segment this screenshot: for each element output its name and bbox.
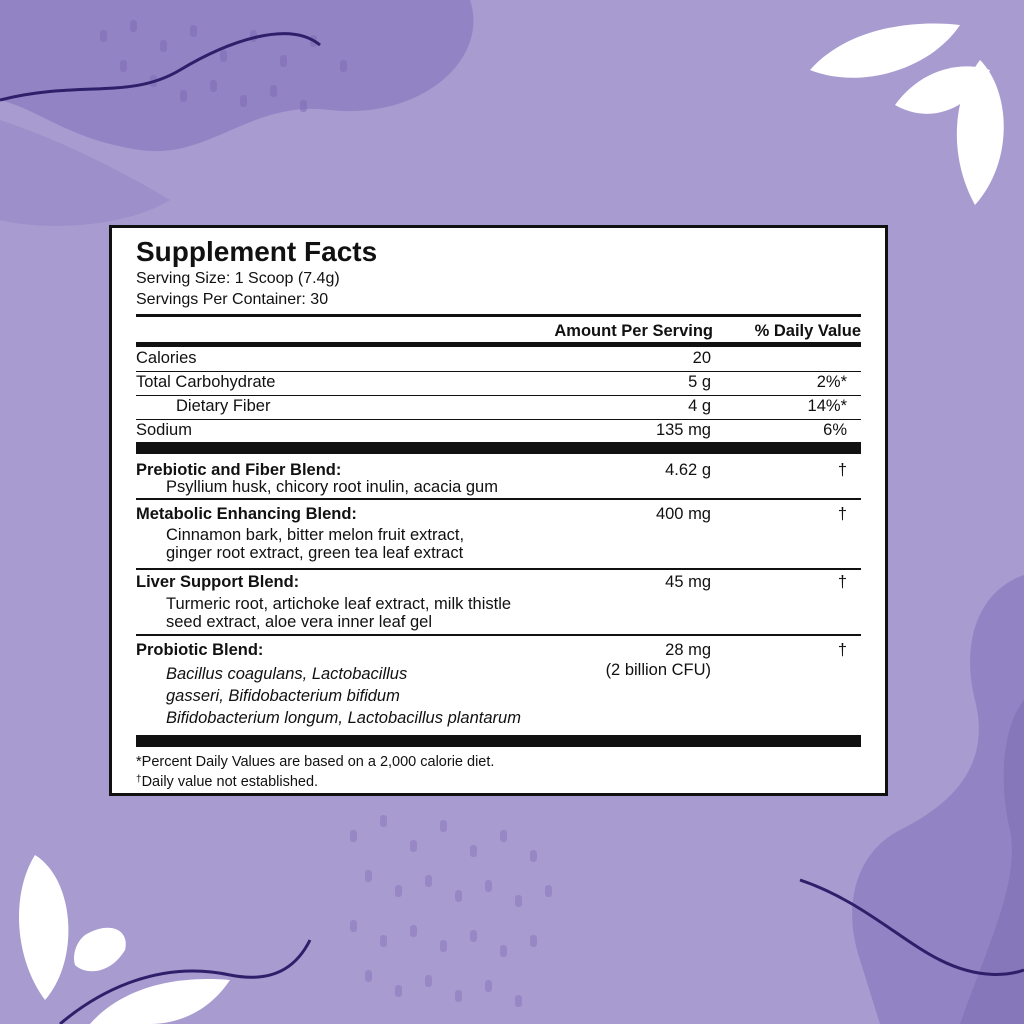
- blend-ingredients: ginger root extract, green tea leaf extract: [166, 544, 464, 562]
- blend-amount: 28 mg: [665, 641, 711, 659]
- nutrient-dv: 14%*: [807, 397, 847, 415]
- blend-prebiotic: [136, 461, 861, 497]
- servings-per-container: Servings Per Container: 30: [136, 291, 329, 308]
- blend-dv: †: [837, 573, 847, 591]
- blend-amount: 45 mg: [665, 573, 711, 591]
- blend-amount-cfu: (2 billion CFU): [605, 661, 711, 679]
- divider-thick: [136, 314, 861, 317]
- nutrient-label: Dietary Fiber: [176, 397, 271, 415]
- nutrient-row-sodium: [136, 419, 861, 441]
- blend-name: Prebiotic and Fiber Blend:: [136, 461, 342, 479]
- nutrient-label: Sodium: [136, 421, 192, 439]
- blend-amount: 400 mg: [655, 505, 711, 523]
- blend-ingredients: Turmeric root, artichoke leaf extract, milk thistle: [166, 595, 512, 613]
- blend-ingredients: Psyllium husk, chicory root inulin, acacia gum: [166, 478, 498, 496]
- blend-dv: †: [837, 505, 847, 523]
- footnote-not-established: [136, 774, 318, 790]
- nutrient-dv: 2%*: [816, 373, 847, 391]
- column-dv-header: % Daily Value: [754, 322, 861, 340]
- dagger-mark: †: [136, 774, 142, 785]
- blend-dv: †: [837, 641, 847, 659]
- dot-pattern-bottom: [350, 815, 552, 1007]
- blend-metabolic: [136, 505, 861, 565]
- nutrient-dv: 6%: [823, 421, 847, 439]
- footnote-daily-values: *Percent Daily Values are based on a 2,000 calorie diet.: [136, 754, 495, 770]
- column-amount-header: Amount Per Serving: [554, 322, 713, 340]
- divider-blend: [136, 498, 861, 500]
- nutrient-amount: 5 g: [688, 373, 711, 391]
- supplement-facts-panel: [109, 225, 888, 796]
- serving-size: Serving Size: 1 Scoop (7.4g): [136, 270, 340, 287]
- leaf-icon-bottom-1: [19, 855, 68, 1000]
- column-header-row: [136, 320, 861, 342]
- nutrient-row-calories: [136, 347, 861, 369]
- blend-probiotic: [136, 641, 861, 733]
- blend-ingredients: seed extract, aloe vera inner leaf gel: [166, 613, 432, 631]
- divider-bar: [136, 442, 861, 454]
- blend-dv: †: [837, 461, 847, 479]
- blend-name: Liver Support Blend:: [136, 573, 300, 591]
- blend-ingredients: gasseri, Bifidobacterium bifidum: [166, 687, 400, 705]
- blend-liver: [136, 573, 861, 633]
- nutrient-amount: 135 mg: [655, 421, 711, 439]
- divider-bar: [136, 735, 861, 747]
- leaf-icon-bottom-3: [90, 979, 230, 1024]
- nutrient-amount: 4 g: [688, 397, 711, 415]
- blend-ingredients: Bacillus coagulans, Lactobacillus: [166, 665, 408, 683]
- nutrient-label: Total Carbohydrate: [136, 373, 276, 391]
- blend-name: Probiotic Blend:: [136, 641, 264, 659]
- blend-ingredients: Bifidobacterium longum, Lactobacillus plantarum: [166, 709, 521, 727]
- blend-ingredients: Cinnamon bark, bitter melon fruit extract,: [166, 526, 465, 544]
- divider-blend: [136, 568, 861, 570]
- facts-title: Supplement Facts: [136, 236, 378, 267]
- nutrient-row-fiber: [136, 395, 861, 417]
- blend-name: Metabolic Enhancing Blend:: [136, 505, 357, 523]
- blend-amount: 4.62 g: [665, 461, 711, 479]
- footnote-text: Daily value not established.: [141, 774, 319, 790]
- nutrient-label: Calories: [136, 349, 197, 367]
- leaf-icon-top-1: [810, 23, 960, 77]
- nutrient-row-carbohydrate: [136, 371, 861, 393]
- divider-blend: [136, 634, 861, 636]
- blob-top-left: [0, 0, 473, 151]
- nutrient-amount: 20: [692, 349, 711, 367]
- leaf-icon-bottom-2: [74, 928, 126, 971]
